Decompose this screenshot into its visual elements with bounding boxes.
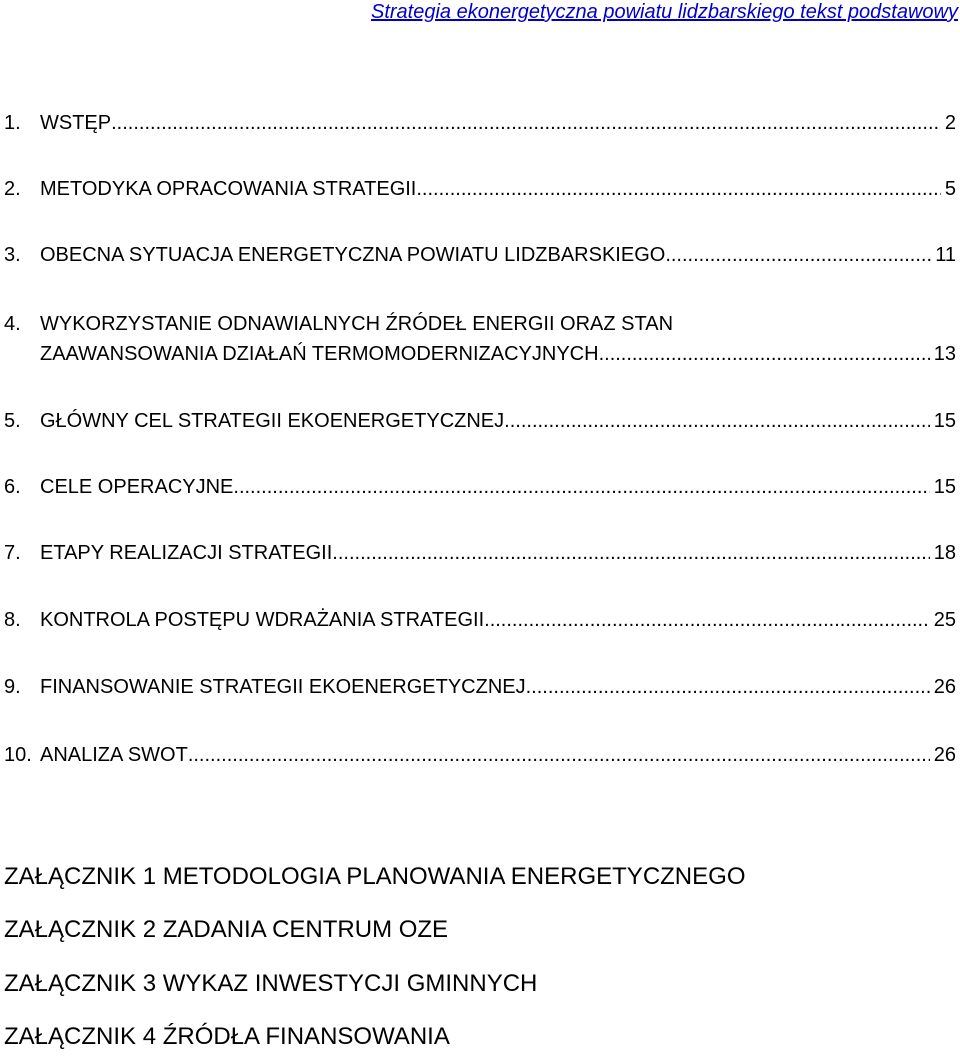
toc-number: 2. <box>4 178 21 200</box>
toc-page-number: 26 <box>933 744 956 766</box>
toc-entry-2[interactable] <box>4 174 956 204</box>
toc-leader-dots <box>504 406 930 436</box>
toc-entry-4[interactable] <box>4 309 956 369</box>
toc-leader-dots <box>526 672 930 702</box>
toc-entry-3[interactable] <box>4 240 956 270</box>
toc-entry-6[interactable] <box>4 472 956 502</box>
toc-leader-dots <box>665 240 931 270</box>
appendix-4[interactable]: ZAŁĄCZNIK 4 ŹRÓDŁA FINANSOWANIA <box>4 1023 450 1050</box>
toc-number: 4. <box>4 313 21 335</box>
toc-page-number: 2 <box>944 112 956 134</box>
toc-title: CELE OPERACYJNE <box>40 476 234 498</box>
toc-title: FINANSOWANIE STRATEGII EKOENERGETYCZNEJ <box>40 676 526 698</box>
toc-title: OBECNA SYTUACJA ENERGETYCZNA POWIATU LIDZBARSKIEGO <box>40 244 666 266</box>
toc-number: 10. <box>4 744 32 766</box>
toc-leader-dots <box>332 538 929 568</box>
toc-page-number: 15 <box>933 476 956 498</box>
toc-page-number: 18 <box>933 542 956 564</box>
toc-title: GŁÓWNY CEL STRATEGII EKOENERGETYCZNEJ <box>40 410 505 432</box>
toc-title: METODYKA OPRACOWANIA STRATEGII <box>40 178 417 200</box>
toc-entry-5[interactable] <box>4 406 956 436</box>
toc-number: 1. <box>4 112 21 134</box>
toc-entry-10[interactable] <box>4 740 956 770</box>
toc-title: WSTĘP <box>40 112 112 134</box>
toc-number: 5. <box>4 410 21 432</box>
toc-entry-9[interactable] <box>4 672 956 702</box>
toc-leader-dots <box>233 472 929 502</box>
toc-entry-7[interactable] <box>4 538 956 568</box>
toc-title: ETAPY REALIZACJI STRATEGII <box>40 542 333 564</box>
toc-number: 6. <box>4 476 21 498</box>
toc-page-number: 25 <box>933 609 956 631</box>
toc-title-continuation: ZAAWANSOWANIA DZIAŁAŃ TERMOMODERNIZACYJNYCH <box>40 343 599 365</box>
toc-page-number: 13 <box>933 343 956 365</box>
appendix-1[interactable]: ZAŁĄCZNIK 1 METODOLOGIA PLANOWANIA ENERGETYCZNEGO <box>4 863 746 890</box>
appendix-2[interactable]: ZAŁĄCZNIK 2 ZADANIA CENTRUM OZE <box>4 916 449 943</box>
toc-title: ANALIZA SWOT <box>40 744 188 766</box>
toc-number: 8. <box>4 609 21 631</box>
toc-entry-1[interactable] <box>4 108 956 138</box>
toc-page-number: 15 <box>933 410 956 432</box>
toc-entry-8[interactable] <box>4 605 956 635</box>
appendix-3[interactable]: ZAŁĄCZNIK 3 WYKAZ INWESTYCJI GMINNYCH <box>4 970 538 997</box>
toc-title: WYKORZYSTANIE ODNAWIALNYCH ŹRÓDEŁ ENERGII ORAZ STAN <box>40 313 674 335</box>
toc-number: 3. <box>4 244 21 266</box>
toc-page-number: 26 <box>933 676 956 698</box>
toc-leader-dots <box>484 605 930 635</box>
toc-leader-dots <box>188 740 930 770</box>
toc-title: KONTROLA POSTĘPU WDRAŻANIA STRATEGII <box>40 609 485 631</box>
toc-page-number: 11 <box>935 244 956 266</box>
toc-number: 9. <box>4 676 21 698</box>
toc-leader-dots <box>416 174 941 204</box>
toc-leader-dots <box>111 108 941 138</box>
toc-page-number: 5 <box>944 178 956 200</box>
toc-number: 7. <box>4 542 21 564</box>
document-header[interactable]: Strategia ekonergetyczna powiatu lidzbarskiego tekst podstawowy <box>371 1 958 23</box>
toc-leader-dots <box>599 339 930 369</box>
